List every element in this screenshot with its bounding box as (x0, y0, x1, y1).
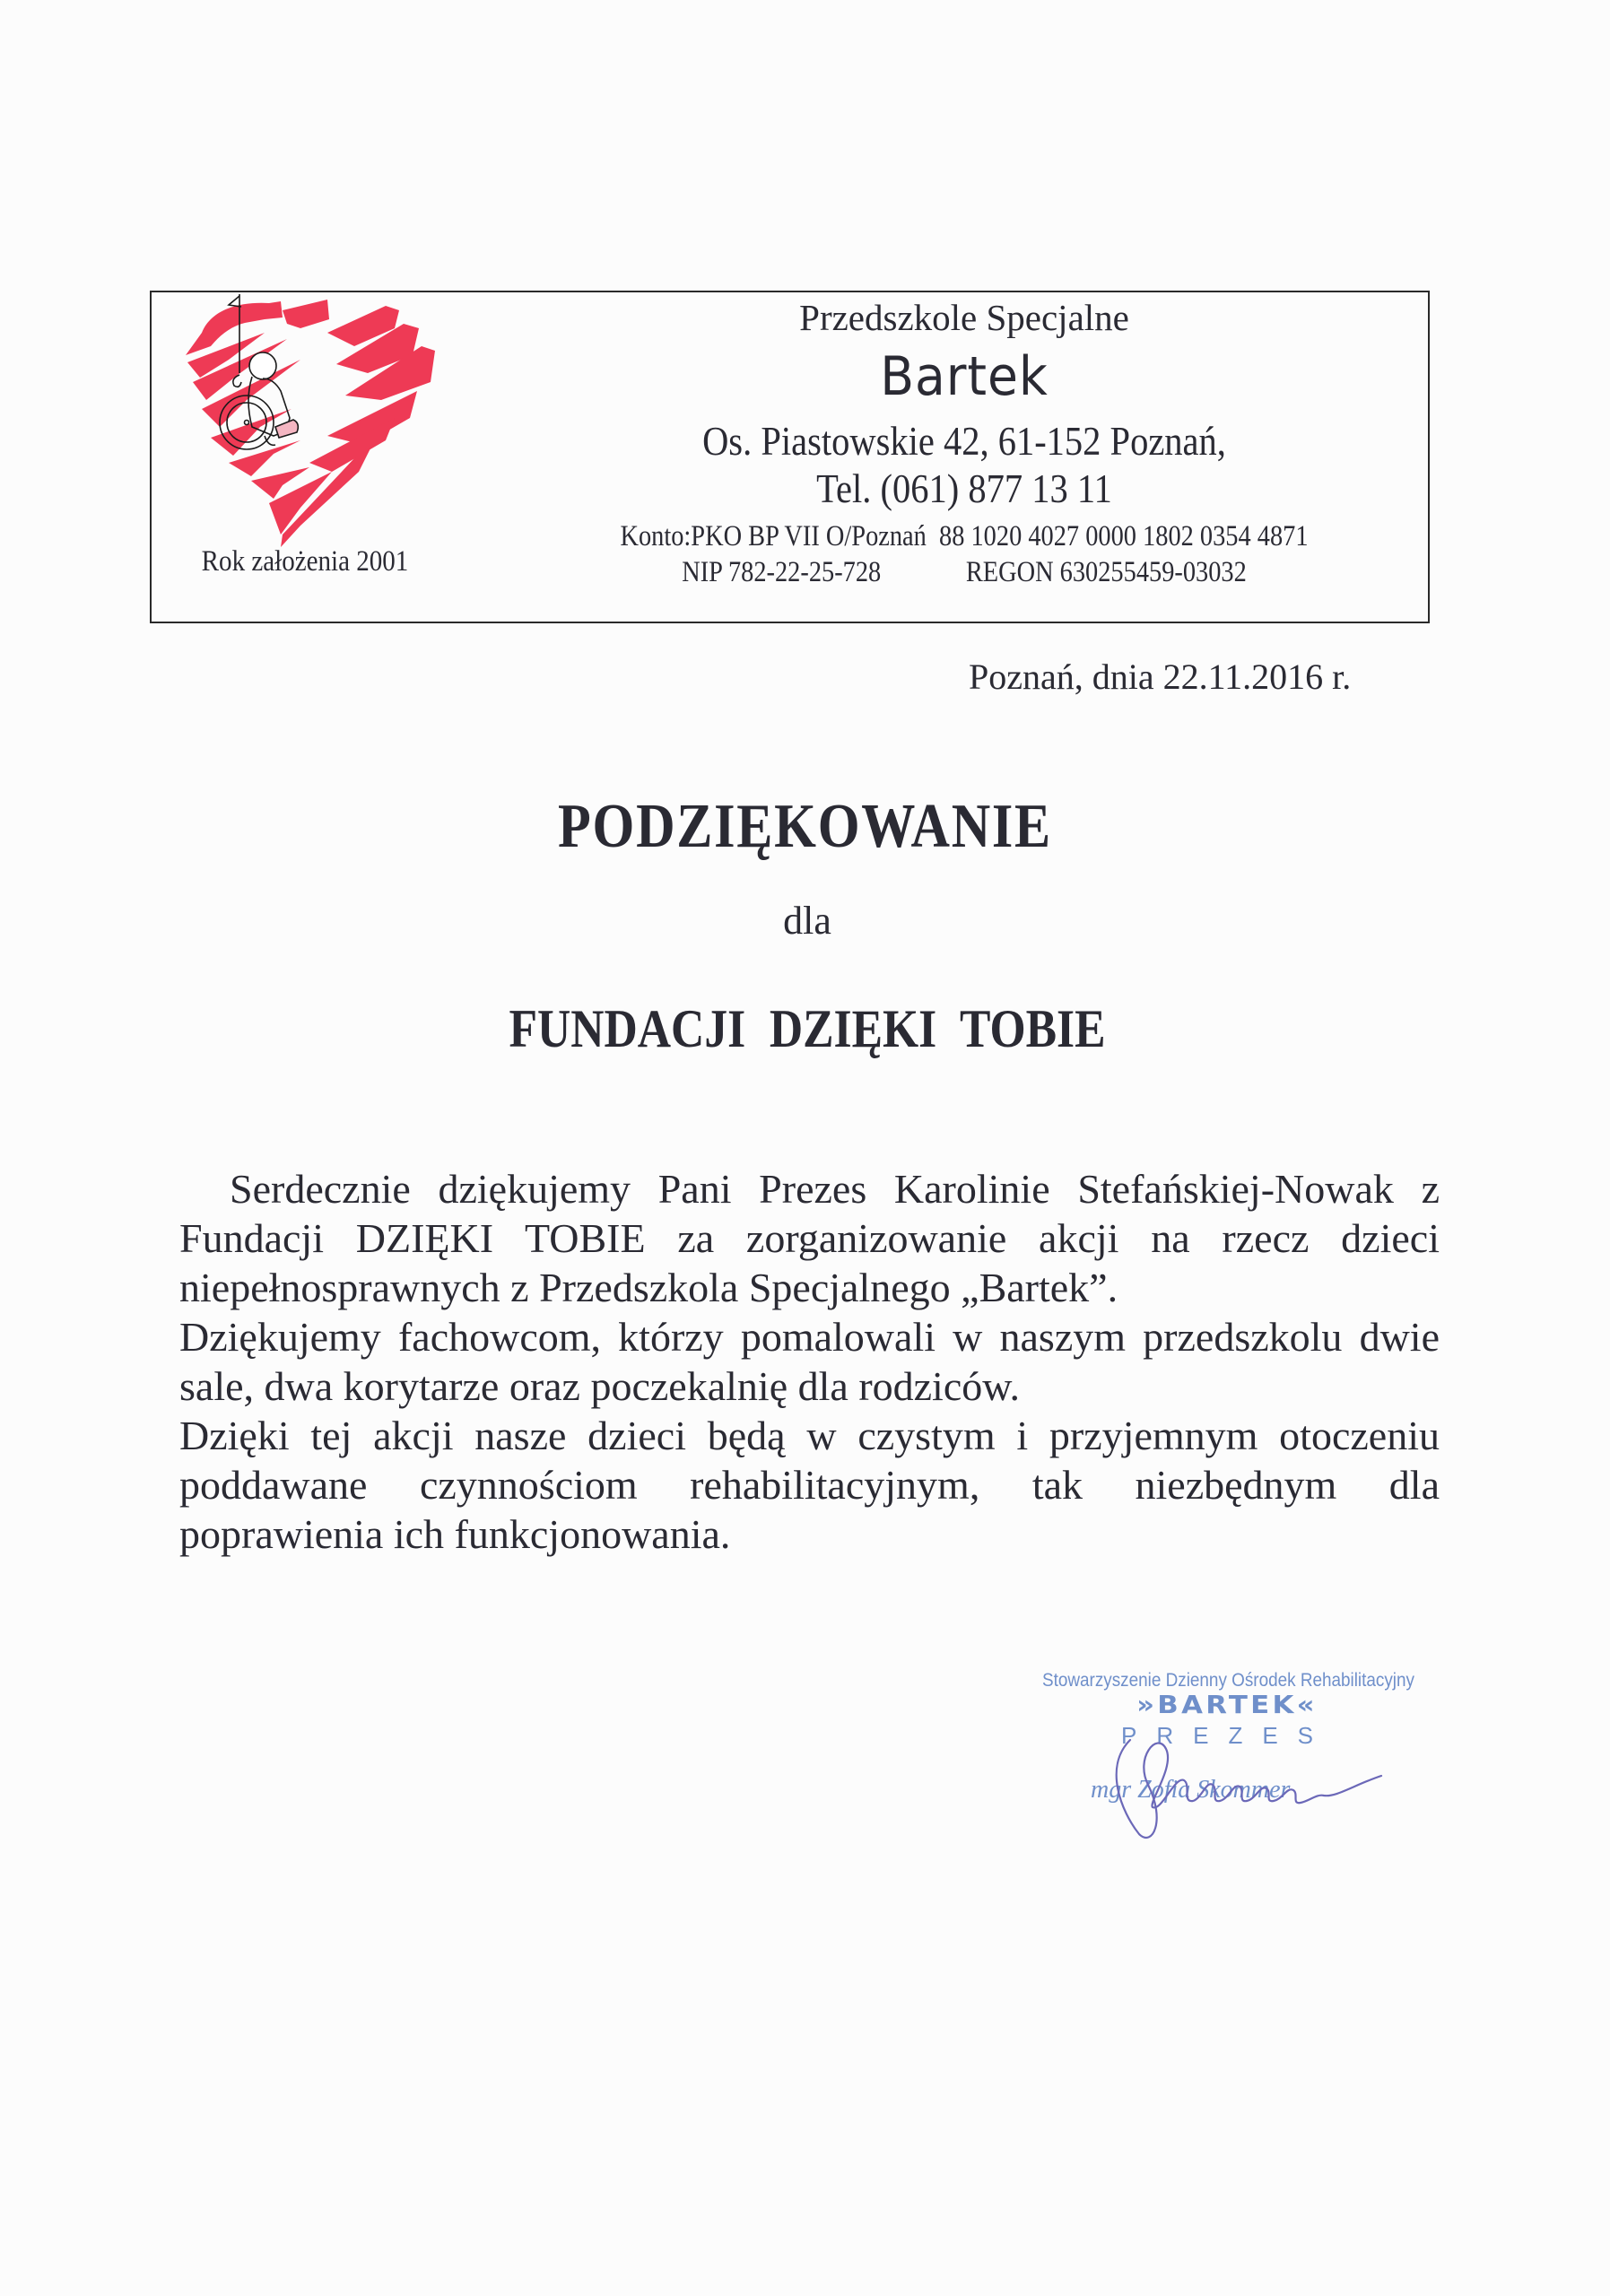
handwritten-signature-icon (1112, 1713, 1408, 1848)
institution-type: Przedszkole Specjalne (799, 297, 1129, 338)
body-line: Dziękujemy fachowcom, którzy pomalowali w naszym przedszkolu dwie (179, 1314, 1440, 1360)
nip-number: NIP 782-22-25-728 (682, 556, 882, 588)
institution-address: Os. Piastowskie 42, 61-152 Poznań, (702, 419, 1226, 464)
body-line: poprawienia ich funkcjonowania. (179, 1511, 731, 1557)
stamp-name: »BARTEK« (1136, 1690, 1318, 1719)
regon-number: REGON 630255459-03032 (965, 556, 1247, 588)
tax-ids (567, 554, 1362, 590)
letter-body (179, 1164, 1440, 1559)
body-line: Dzięki tej akcji nasze dzieci będą w czystym i przyjemnym otoczeniu (179, 1413, 1440, 1458)
body-line: sale, dwa korytarze oraz poczekalnię dla rodziców. (179, 1363, 1020, 1409)
recipient-name: FUNDACJI DZIĘKI TOBIE (509, 999, 1106, 1058)
document-title: PODZIĘKOWANIE (558, 792, 1052, 861)
stamp-person: mgr Zofia Skommer (1091, 1776, 1291, 1804)
body-line: niepełnosprawnych z Przedszkola Specjalnego „Bartek”. (179, 1265, 1118, 1310)
heart-logo-icon (175, 292, 437, 547)
institution-phone: Tel. (061) 877 13 11 (816, 466, 1112, 511)
for-word: dla (783, 899, 831, 943)
bank-account: Konto:PKO BP VII O/Poznań 88 1020 4027 0000 1802 0354 4871 (620, 520, 1309, 552)
body-line: poddawane czynnościom rehabilitacyjnym, tak niezbędnym dla (179, 1462, 1440, 1508)
institution-name: Bartek (880, 345, 1049, 408)
body-line: Fundacji DZIĘKI TOBIE za zorganizowanie akcji na rzecz dzieci (179, 1215, 1440, 1261)
body-line: Serdecznie dziękujemy Pani Prezes Karolinie Stefańskiej-Nowak z (230, 1166, 1440, 1212)
heart-brush-strokes (186, 300, 435, 547)
date-line: Poznań, dnia 22.11.2016 r. (969, 657, 1352, 697)
stamp-organization: Stowarzyszenie Dzienny Ośrodek Rehabilitacyjny (1042, 1670, 1414, 1691)
founded-year: Rok założenia 2001 (201, 545, 409, 578)
stamp-role: PREZES (1120, 1722, 1334, 1749)
